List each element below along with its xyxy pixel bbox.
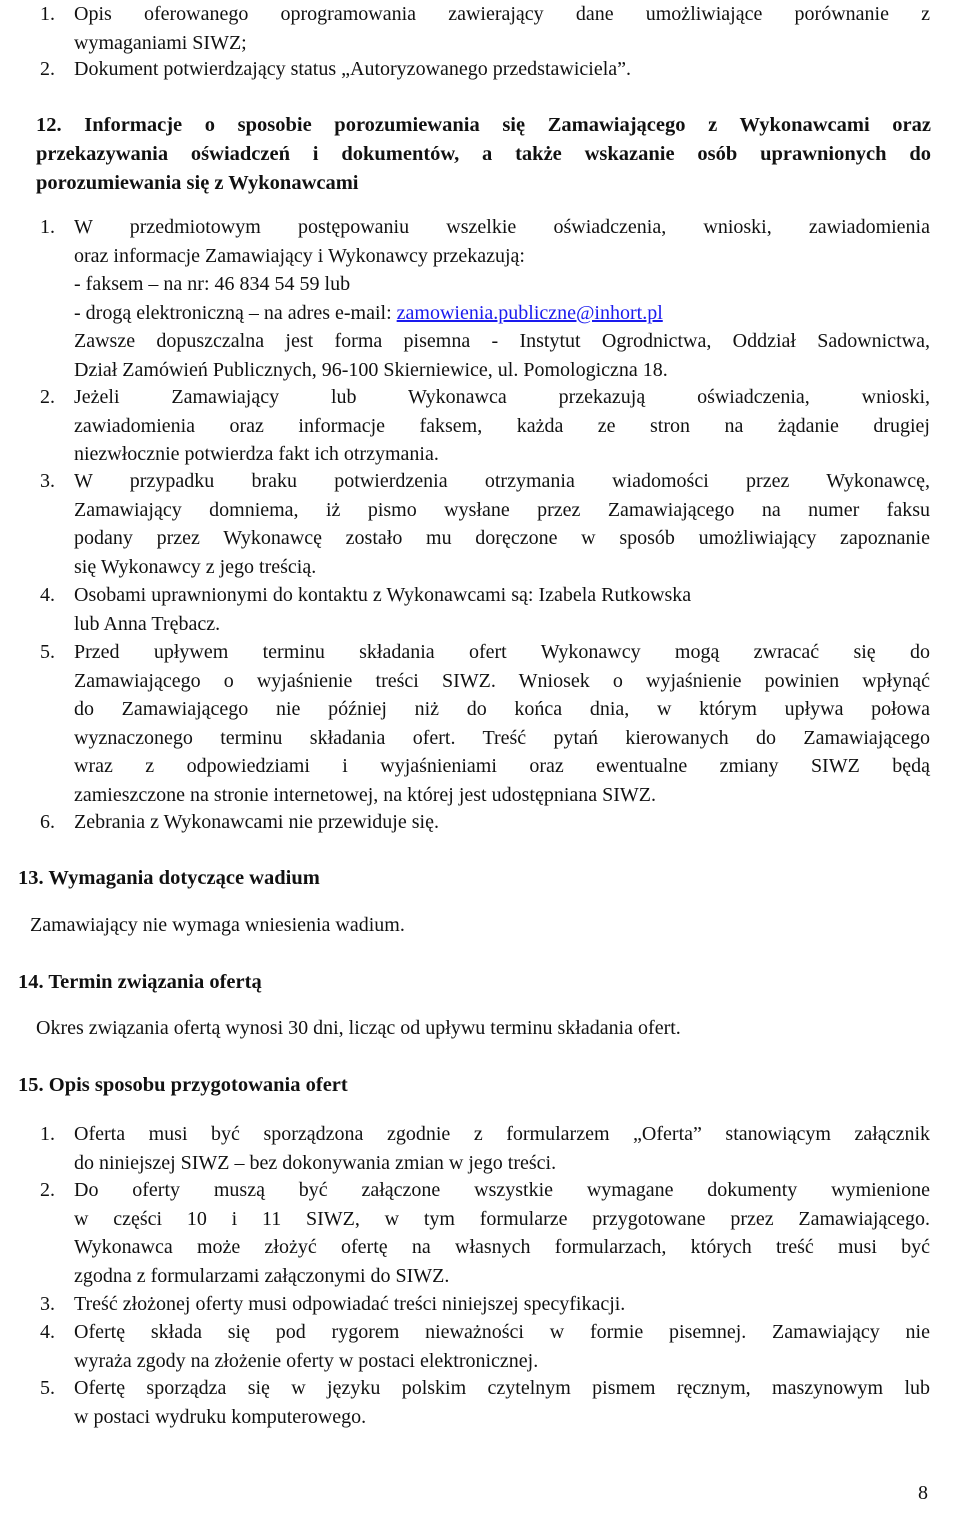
- heading-line: 12. Informacje o sposobie porozumiewania się Zamawiającego z Wykonawcami oraz: [36, 114, 931, 136]
- section-14-heading: 14. Termin związania ofertą: [18, 971, 262, 993]
- list-number: 5.: [40, 641, 55, 663]
- email-prefix: - drogą elektroniczną – na adres e-mail:: [74, 301, 397, 324]
- text-line: Opis oferowanego oprogramowania zawierający dane umożliwiające porównanie z: [74, 3, 930, 25]
- section-12-heading: [36, 111, 931, 198]
- list-number: 2.: [40, 1179, 55, 1201]
- text-line: wraz z odpowiedziami i wyjaśnieniami oraz ewentualne zmiany SIWZ będą: [74, 755, 930, 777]
- text-line: Ofertę sporządza się w języku polskim czytelnym pismem ręcznym, maszynowym lub: [74, 1377, 930, 1399]
- section-15-heading: 15. Opis sposobu przygotowania ofert: [18, 1074, 348, 1096]
- text-line: w postaci wydruku komputerowego.: [74, 1405, 367, 1428]
- s15-item-5: [40, 1374, 930, 1431]
- text-line: Zamawiającego o wyjaśnienie treści SIWZ. Wniosek o wyjaśnienie powinien wpłynąć: [74, 669, 930, 692]
- text-line: oraz informacje Zamawiający i Wykonawcy przekazują:: [74, 244, 525, 267]
- s15-item-4: [40, 1318, 930, 1375]
- section-13-text: Zamawiający nie wymaga wniesienia wadium.: [30, 914, 405, 936]
- text-line: do Zamawiającego nie później niż do końca dnia, w którym upływa połowa: [74, 698, 930, 720]
- text-line: lub Anna Trębacz.: [74, 612, 221, 635]
- text-line: do niniejszej SIWZ – bez dokonywania zmian w jego treści.: [74, 1151, 557, 1174]
- text-line: Ofertę składa się pod rygorem nieważności w formie pisemnej. Zamawiający nie: [74, 1321, 930, 1343]
- s12-item-1: [40, 213, 930, 384]
- text-line: w części 10 i 11 SIWZ, w tym formularze przygotowane przez Zamawiającego.: [74, 1207, 930, 1230]
- text-line: zamieszczone na stronie internetowej, na której jest udostępniana SIWZ.: [74, 783, 657, 806]
- text-line: Do oferty muszą być załączone wszystkie wymagane dokumenty wymienione: [74, 1179, 930, 1201]
- list-number: 1.: [40, 3, 55, 25]
- text-line: W przedmiotowym postępowaniu wszelkie oświadczenia, wnioski, zawiadomienia: [74, 216, 930, 238]
- heading-line: przekazywania oświadczeń i dokumentów, a także wskazanie osób uprawnionych do: [36, 143, 931, 165]
- list-number: 4.: [40, 584, 55, 606]
- s12-item-5: [40, 638, 930, 809]
- text-line: Dział Zamówień Publicznych, 96-100 Skierniewice, ul. Pomologiczna 18.: [74, 358, 668, 381]
- text-line: Zamawiający domniema, iż pismo wysłane przez Zamawiającego na numer faksu: [74, 498, 930, 521]
- text-line: niezwłocznie potwierdza fakt ich otrzymania.: [74, 443, 439, 465]
- list-number: 2.: [40, 58, 55, 80]
- list-number: 6.: [40, 811, 55, 833]
- list-number: 3.: [40, 1293, 55, 1315]
- s15-item-3: [40, 1290, 930, 1319]
- heading-line: porozumiewania się z Wykonawcami: [36, 172, 359, 194]
- text-line: zawiadomienia oraz informacje faksem, każda ze stron na żądanie drugiej: [74, 414, 930, 437]
- intro-item-1: [40, 0, 930, 57]
- s12-item-3: [40, 467, 930, 581]
- text-line: wyraża zgody na złożenie oferty w postaci elektronicznej.: [74, 1349, 539, 1372]
- text-line: Oferta musi być sporządzona zgodnie z formularzem „Oferta” stanowiącym załącznik: [74, 1123, 930, 1145]
- text-line: Zawsze dopuszczalna jest forma pisemna - Instytut Ogrodnictwa, Oddział Sadownictwa,: [74, 330, 930, 352]
- text-line: Osobami uprawnionymi do kontaktu z Wykonawcami są: Izabela Rutkowska: [74, 584, 692, 606]
- text-line: Dokument potwierdzający status „Autoryzowanego przedstawiciela”.: [74, 58, 632, 80]
- s15-item-1: [40, 1120, 930, 1177]
- email-line: [74, 299, 930, 328]
- list-number: 2.: [40, 386, 55, 408]
- list-number: 3.: [40, 470, 55, 492]
- list-number: 4.: [40, 1321, 55, 1343]
- intro-item-2: [40, 55, 930, 84]
- s15-item-2: [40, 1176, 930, 1290]
- text-line: - faksem – na nr: 46 834 54 59 lub: [74, 273, 351, 295]
- list-number: 1.: [40, 1123, 55, 1145]
- list-number: 1.: [40, 216, 55, 238]
- text-line: Wykonawca może złożyć ofertę na własnych formularzach, których treść musi być: [74, 1236, 930, 1258]
- s12-item-6: [40, 808, 930, 837]
- text-line: Jeżeli Zamawiający lub Wykonawca przekazują oświadczenia, wnioski,: [74, 386, 930, 408]
- s12-item-4: [40, 581, 930, 638]
- text-line: się Wykonawcy z jego treścią.: [74, 555, 317, 578]
- text-line: Treść złożonej oferty musi odpowiadać treści niniejszej specyfikacji.: [74, 1293, 626, 1315]
- section-13-heading: 13. Wymagania dotyczące wadium: [18, 867, 320, 889]
- email-link[interactable]: zamowienia.publiczne@inhort.pl: [396, 301, 663, 324]
- s12-item-2: [40, 383, 930, 469]
- text-line: podany przez Wykonawcę zostało mu doręczone w sposób umożliwiający zapoznanie: [74, 527, 930, 549]
- text-line: Przed upływem terminu składania ofert Wykonawcy mogą zwracać się do: [74, 641, 930, 663]
- text-line: zgodna z formularzami załączonymi do SIWZ.: [74, 1264, 450, 1287]
- list-number: 5.: [40, 1377, 55, 1399]
- text-line: Zebrania z Wykonawcami nie przewiduje się.: [74, 811, 439, 833]
- text-line: wyznaczonego terminu składania ofert. Treść pytań kierowanych do Zamawiającego: [74, 726, 930, 749]
- text-line: wymaganiami SIWZ;: [74, 31, 247, 54]
- page-number: 8: [918, 1482, 928, 1504]
- section-14-text: Okres związania ofertą wynosi 30 dni, licząc od upływu terminu składania ofert.: [36, 1017, 681, 1039]
- text-line: W przypadku braku potwierdzenia otrzymania wiadomości przez Wykonawcę,: [74, 470, 930, 492]
